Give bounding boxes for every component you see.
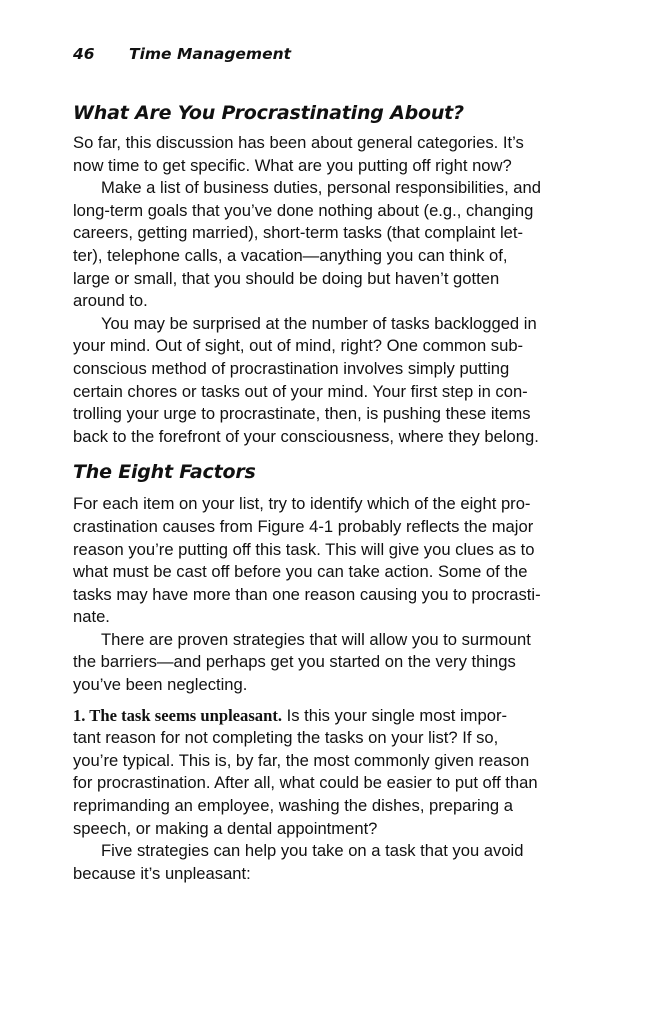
text-line: tasks may have more than one reason causing you to procrasti- bbox=[73, 584, 541, 604]
book-page bbox=[73, 42, 593, 885]
text-line: careers, getting married), short-term tasks (that complaint let- bbox=[73, 223, 524, 243]
page-number: 46 bbox=[73, 45, 95, 63]
text-line: reprimanding an employee, washing the dishes, preparing a bbox=[73, 796, 514, 816]
factor-1-unpleasant bbox=[73, 705, 593, 886]
text-line: You may be surprised at the number of tasks backlogged in bbox=[101, 313, 537, 333]
text-line: large or small, that you should be doing but haven’t gotten bbox=[73, 268, 500, 288]
text-line: speech, or making a dental appointment? bbox=[73, 818, 378, 838]
text-line: trolling your urge to procrastinate, then, is pushing these items bbox=[73, 404, 531, 424]
text-line: because it’s unpleasant: bbox=[73, 863, 251, 883]
text-line bbox=[73, 705, 593, 728]
text-line: conscious method of procrastination involves simply putting bbox=[73, 358, 510, 378]
factor-1-first-line: Is this your single most impor- bbox=[282, 705, 508, 725]
factor-1-run-in-heading: 1. The task seems unpleasant. bbox=[73, 705, 282, 725]
text-line: So far, this discussion has been about general categories. It’s bbox=[73, 133, 524, 152]
text-line: tant reason for not completing the tasks on your list? If so, bbox=[73, 728, 499, 748]
section-procrastinating-body bbox=[73, 132, 593, 448]
text-line: There are proven strategies that will allow you to surmount bbox=[101, 629, 531, 649]
running-head bbox=[73, 42, 593, 66]
text-line: certain chores or tasks out of your mind. Your first step in con- bbox=[73, 381, 528, 401]
text-line: now time to get specific. What are you putting off right now? bbox=[73, 155, 512, 175]
text-line: for procrastination. After all, what could be easier to put off than bbox=[73, 773, 538, 793]
text-line: crastination causes from Figure 4-1 probably reflects the major bbox=[73, 516, 534, 536]
text-line: the barriers—and perhaps get you started on the very things bbox=[73, 652, 516, 672]
text-line: For each item on your list, try to identify which of the eight pro- bbox=[73, 494, 531, 514]
text-line: your mind. Out of sight, out of mind, right? One common sub- bbox=[73, 336, 524, 356]
text-line: you’ve been neglecting. bbox=[73, 675, 248, 695]
text-line: long-term goals that you’ve done nothing about (e.g., changing bbox=[73, 200, 534, 220]
text-line: around to. bbox=[73, 291, 148, 311]
text-line: nate. bbox=[73, 607, 110, 627]
text-line: Make a list of business duties, personal responsibilities, and bbox=[101, 178, 541, 198]
running-title: Time Management bbox=[129, 45, 292, 63]
text-line: back to the forefront of your consciousness, where they belong. bbox=[73, 426, 539, 446]
text-line: what must be cast off before you can take action. Some of the bbox=[73, 562, 528, 582]
text-line: Five strategies can help you take on a task that you avoid bbox=[101, 841, 524, 861]
text-line: reason you’re putting off this task. This will give you clues as to bbox=[73, 539, 535, 559]
text-line: ter), telephone calls, a vacation—anything you can think of, bbox=[73, 245, 508, 265]
section-heading-procrastinating: What Are You Procrastinating About? bbox=[73, 102, 464, 124]
section-eight-factors-body bbox=[73, 493, 593, 696]
section-heading-eight-factors: The Eight Factors bbox=[73, 461, 256, 484]
text-line: you’re typical. This is, by far, the most commonly given reason bbox=[73, 750, 530, 770]
